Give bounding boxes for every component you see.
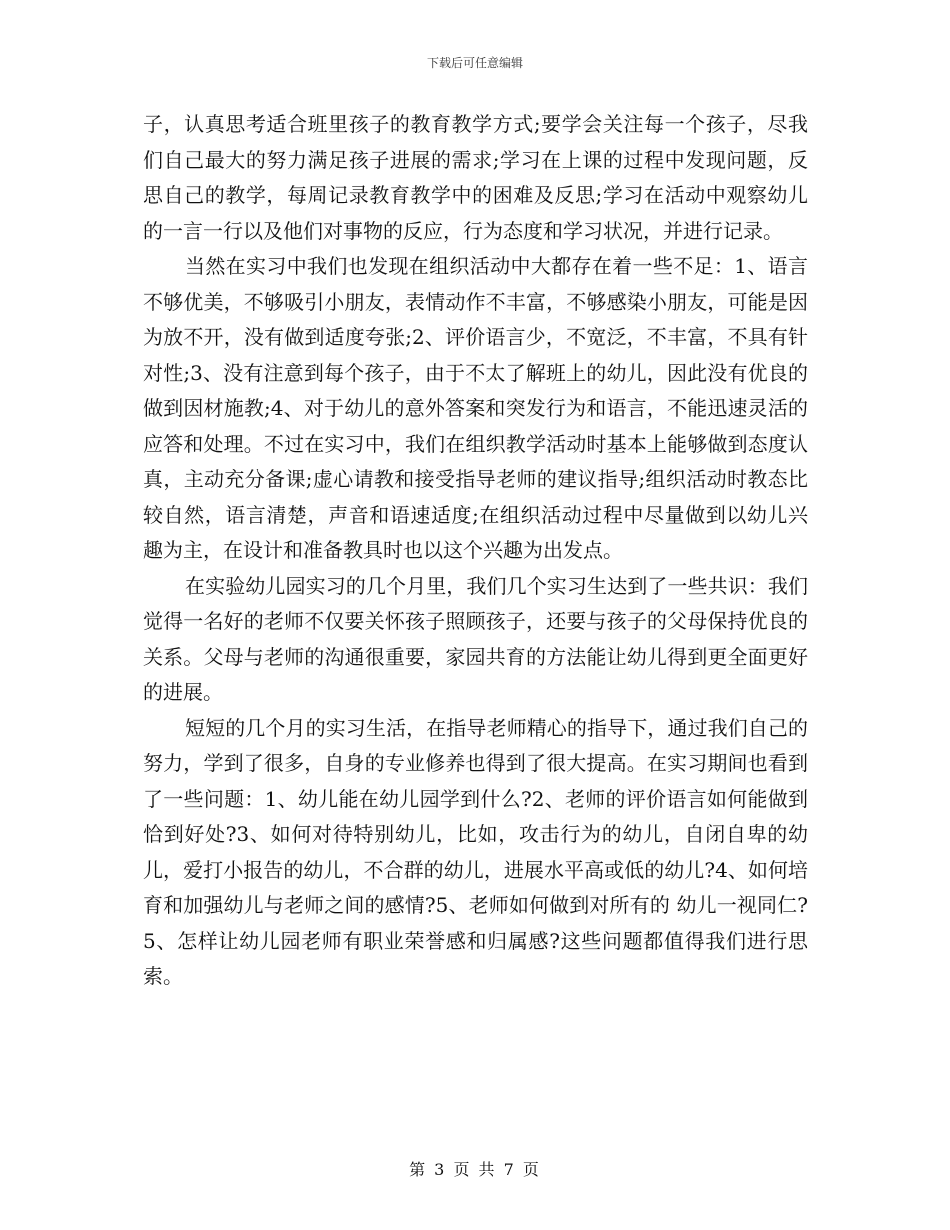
paragraph-reflection: 短短的几个月的实习生活，在指导老师精心的指导下，通过我们自己的努力，学到了很多，自身的专业修养也得到了很大提高。在实习期间也看到了一些问题：1、幼儿能在幼儿园学到什么?2、老师的评价语言如何能做到恰到好处?3、如何对待特别幼儿，比如，攻击行为的幼儿，自闭自卑的幼儿，爱打小报告的幼儿，不合群的幼儿，进展水平高或低的幼儿?4、如何培育和加强幼儿与老师之间的感情?5、老师如何做到对所有的 幼儿一视同仁?5、怎样让幼儿园老师有职业荣誉感和归属感?这些问题都值得我们进行思索。 <box>143 715 808 988</box>
page-number-footer: 第 3 页 共 7 页 <box>409 1160 541 1179</box>
document-body <box>143 107 808 995</box>
paragraph-continued: 子，认真思考适合班里孩子的教育教学方式;要学会关注每一个孩子，尽我们自己最大的努力满足孩子进展的需求;学习在上课的过程中发现问题，反思自己的教学，每周记录教育教学中的困难及反思;学习在活动中观察幼儿的一言一行以及他们对事物的反应，行为态度和学习状况，并进行记录。 <box>143 112 808 243</box>
paragraph-shortcomings: 当然在实习中我们也发现在组织活动中大都存在着一些不足：1、语言不够优美，不够吸引小朋友，表情动作不丰富，不够感染小朋友，可能是因为放不开，没有做到适度夸张;2、评价语言少，不宽泛，不丰富，不具有针对性;3、没有注意到每个孩子，由于不太了解班上的幼儿，因此没有优良的做到因材施教;4、对于幼儿的意外答案和突发行为和语言，不能迅速灵活的应答和处理。不过在实习中，我们在组织教学活动时基本上能够做到态度认真，主动充分备课;虚心请教和接受指导老师的建议指导;组织活动时教态比较自然，语言清楚，声音和语速适度;在组织活动过程中尽量做到以幼儿兴趣为主，在设计和准备教具时也以这个兴趣为出发点。 <box>143 254 808 562</box>
header-note: 下载后可任意编辑 <box>426 56 523 70</box>
paragraph-consensus: 在实验幼儿园实习的几个月里，我们几个实习生达到了一些共识：我们觉得一名好的老师不仅要关怀孩子照顾孩子，还要与孩子的父母保持优良的关系。父母与老师的沟通很重要，家园共育的方法能让幼儿得到更全面更好的进展。 <box>143 573 808 704</box>
